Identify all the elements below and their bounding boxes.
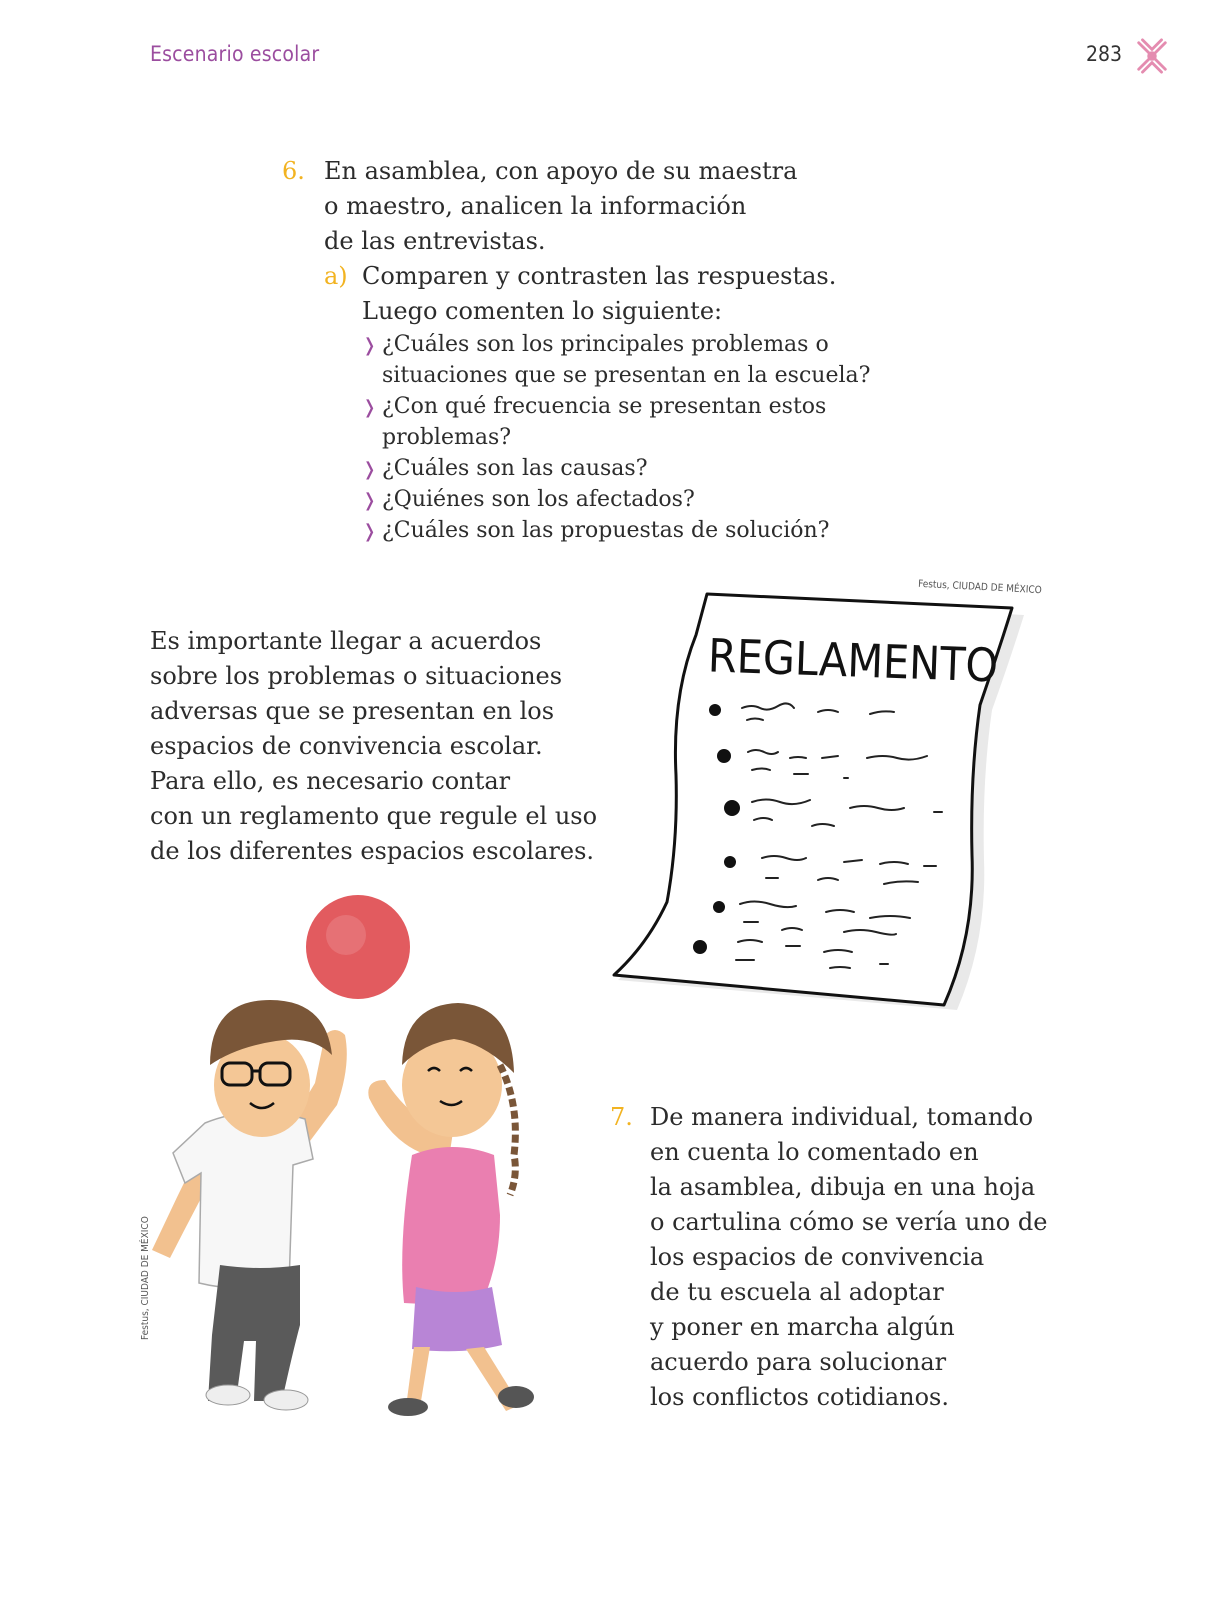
text-line: Para ello, es necesario contar (150, 767, 511, 795)
text-line: ¿Cuáles son los principales problemas o (382, 332, 829, 357)
sub-item-letter: a) (324, 262, 348, 290)
list-item (362, 484, 902, 515)
text-line: o maestro, analicen la información (324, 192, 747, 220)
text-line: Comparen y contrasten las respuestas. (362, 262, 837, 290)
activity-number: 6. (282, 157, 305, 185)
text-line: acuerdo para solucionar (650, 1348, 947, 1376)
list-item (362, 391, 902, 453)
reglamento-illustration (612, 580, 1042, 1040)
text-line: Luego comenten lo siguiente: (362, 297, 723, 325)
page-number: 283 (1086, 42, 1123, 66)
list-item (362, 515, 902, 546)
text-line: problemas? (382, 425, 512, 450)
text-line: la asamblea, dibuja en una hoja (650, 1173, 1036, 1201)
activity-6 (282, 154, 902, 546)
text-line: de tu escuela al adoptar (650, 1278, 944, 1306)
text-line: situaciones que se presentan en la escuela? (382, 363, 871, 388)
illustration-credit: Festus, CIUDAD DE MÉXICO (917, 578, 1042, 597)
sub-item-a (324, 259, 902, 546)
activity-text (650, 1100, 1060, 1415)
chevron-right-icon: ❭ (362, 490, 378, 511)
chevron-right-icon: ❭ (362, 521, 378, 542)
activity-7 (610, 1100, 1060, 1415)
text-line: de las entrevistas. (324, 227, 546, 255)
list-item (362, 329, 902, 391)
chevron-right-icon: ❭ (362, 459, 378, 480)
text-line: espacios de convivencia escolar. (150, 732, 543, 760)
text-line: o cartulina cómo se vería uno de (650, 1208, 1048, 1236)
text-line: de los diferentes espacios escolares. (150, 837, 595, 865)
text-line: De manera individual, tomando (650, 1103, 1034, 1131)
activity-text (324, 154, 902, 259)
list-item (362, 453, 902, 484)
chevron-right-icon: ❭ (362, 397, 378, 418)
text-line: En asamblea, con apoyo de su maestra (324, 157, 798, 185)
text-line: adversas que se presentan en los (150, 697, 555, 725)
kids-playing-ball-illustration (150, 895, 570, 1425)
question-list (362, 329, 902, 546)
text-line: los espacios de convivencia (650, 1243, 985, 1271)
text-line: ¿Quiénes son los afectados? (382, 487, 695, 512)
info-paragraph (150, 624, 610, 869)
text-line: los conflictos cotidianos. (650, 1383, 949, 1411)
text-line: Es importante llegar a acuerdos (150, 627, 542, 655)
flower-mark-icon (1133, 37, 1171, 75)
reglamento-title: REGLAMENTO (707, 628, 999, 693)
text-line: y poner en marcha algún (650, 1313, 955, 1341)
illustration-credit: Festus, CIUDAD DE MÉXICO (140, 1216, 151, 1340)
activity-number: 7. (610, 1103, 633, 1131)
text-line: en cuenta lo comentado en (650, 1138, 979, 1166)
text-line: ¿Con qué frecuencia se presentan estos (382, 394, 827, 419)
chevron-right-icon: ❭ (362, 335, 378, 356)
text-line: ¿Cuáles son las propuestas de solución? (382, 518, 830, 543)
section-title: Escenario escolar (150, 42, 320, 66)
text-line: ¿Cuáles son las causas? (382, 456, 648, 481)
text-line: con un reglamento que regule el uso (150, 802, 598, 830)
text-line: sobre los problemas o situaciones (150, 662, 563, 690)
